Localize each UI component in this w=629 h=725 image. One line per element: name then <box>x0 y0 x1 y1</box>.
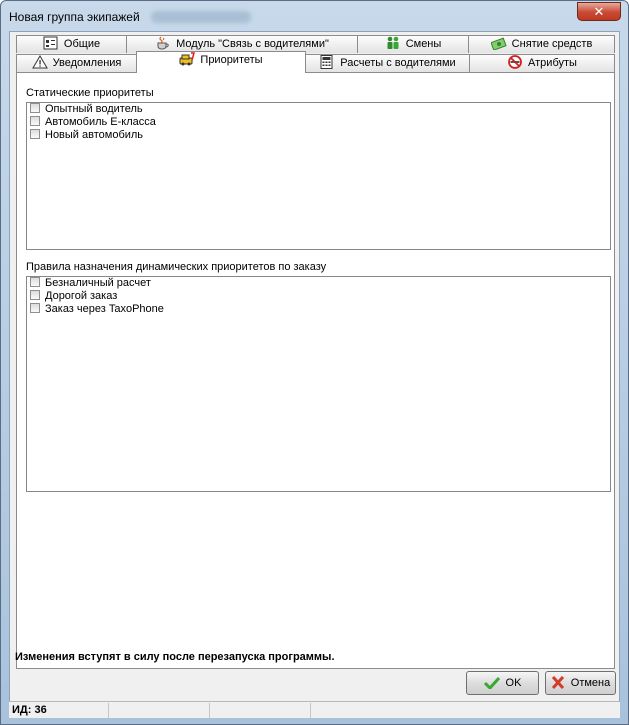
warning-icon <box>32 55 48 69</box>
title-bar[interactable] <box>1 1 628 31</box>
tab-driver-settlements[interactable] <box>305 54 470 72</box>
dynamic-priorities-label: Правила назначения динамических приоритетов по заказу <box>26 261 327 273</box>
list-item[interactable] <box>27 103 610 116</box>
checkbox[interactable] <box>30 129 40 139</box>
priority-car-icon <box>179 52 195 66</box>
list-item-label: Заказ через TaxoPhone <box>45 303 164 315</box>
java-cup-icon <box>155 36 171 50</box>
list-item-label: Новый автомобиль <box>45 129 144 141</box>
checkbox[interactable] <box>30 116 40 126</box>
checkbox[interactable] <box>30 277 40 287</box>
list-item-label: Автомобиль E-класса <box>45 116 156 128</box>
restart-notice: Изменения вступят в силу после перезапуска программы. <box>15 651 335 663</box>
list-item[interactable] <box>27 129 610 142</box>
checkbox[interactable] <box>30 103 40 113</box>
close-button[interactable]: ✕ <box>577 2 621 21</box>
list-item[interactable] <box>27 303 610 316</box>
settings-icon <box>43 36 59 50</box>
cancel-button[interactable] <box>545 671 616 695</box>
people-icon <box>385 36 401 50</box>
priorities-panel <box>16 72 615 669</box>
dynamic-priorities-list[interactable] <box>26 276 611 492</box>
cancel-button-label: Отмена <box>570 677 611 689</box>
tab-notifications[interactable] <box>16 54 137 72</box>
dialog-client <box>9 31 620 718</box>
tab-general[interactable] <box>16 35 127 53</box>
static-priorities-list[interactable] <box>26 102 611 250</box>
status-bar <box>9 701 620 718</box>
tab-driver-module-label: Модуль "Связь с водителями" <box>176 38 329 50</box>
list-item[interactable] <box>27 290 610 303</box>
no-smoking-icon <box>507 55 523 69</box>
status-id: ИД: 36 <box>9 703 109 718</box>
tab-attributes-label: Атрибуты <box>528 57 577 69</box>
title-blurred-area <box>151 11 251 23</box>
list-item[interactable] <box>27 277 610 290</box>
ok-button-label: OK <box>505 677 522 689</box>
window-title: Новая группа экипажей <box>9 10 140 24</box>
status-cell-empty <box>110 703 210 718</box>
list-item-label: Дорогой заказ <box>45 290 118 302</box>
tab-shifts[interactable] <box>357 35 469 53</box>
tab-priorities-label: Приоритеты <box>200 54 263 66</box>
tab-driver-settlements-label: Расчеты с водителями <box>340 57 456 69</box>
ok-button[interactable] <box>466 671 539 695</box>
static-priorities-label: Статические приоритеты <box>26 87 154 99</box>
tab-attributes[interactable] <box>469 54 615 72</box>
list-item[interactable] <box>27 116 610 129</box>
list-item-label: Безналичный расчет <box>45 277 151 289</box>
tab-withdrawal[interactable] <box>468 35 615 53</box>
tab-withdrawal-label: Снятие средств <box>511 38 593 50</box>
tab-priorities[interactable] <box>136 51 306 73</box>
money-icon <box>491 36 507 50</box>
list-item-label: Опытный водитель <box>45 103 143 115</box>
calculator-icon <box>319 55 335 69</box>
checkbox[interactable] <box>30 290 40 300</box>
tab-shifts-label: Смены <box>405 38 442 50</box>
tab-general-label: Общие <box>63 38 101 50</box>
tab-notifications-label: Уведомления <box>52 57 122 69</box>
status-cell-empty <box>211 703 311 718</box>
checkmark-icon <box>484 675 500 697</box>
cancel-x-icon <box>551 675 565 697</box>
checkbox[interactable] <box>30 303 40 313</box>
